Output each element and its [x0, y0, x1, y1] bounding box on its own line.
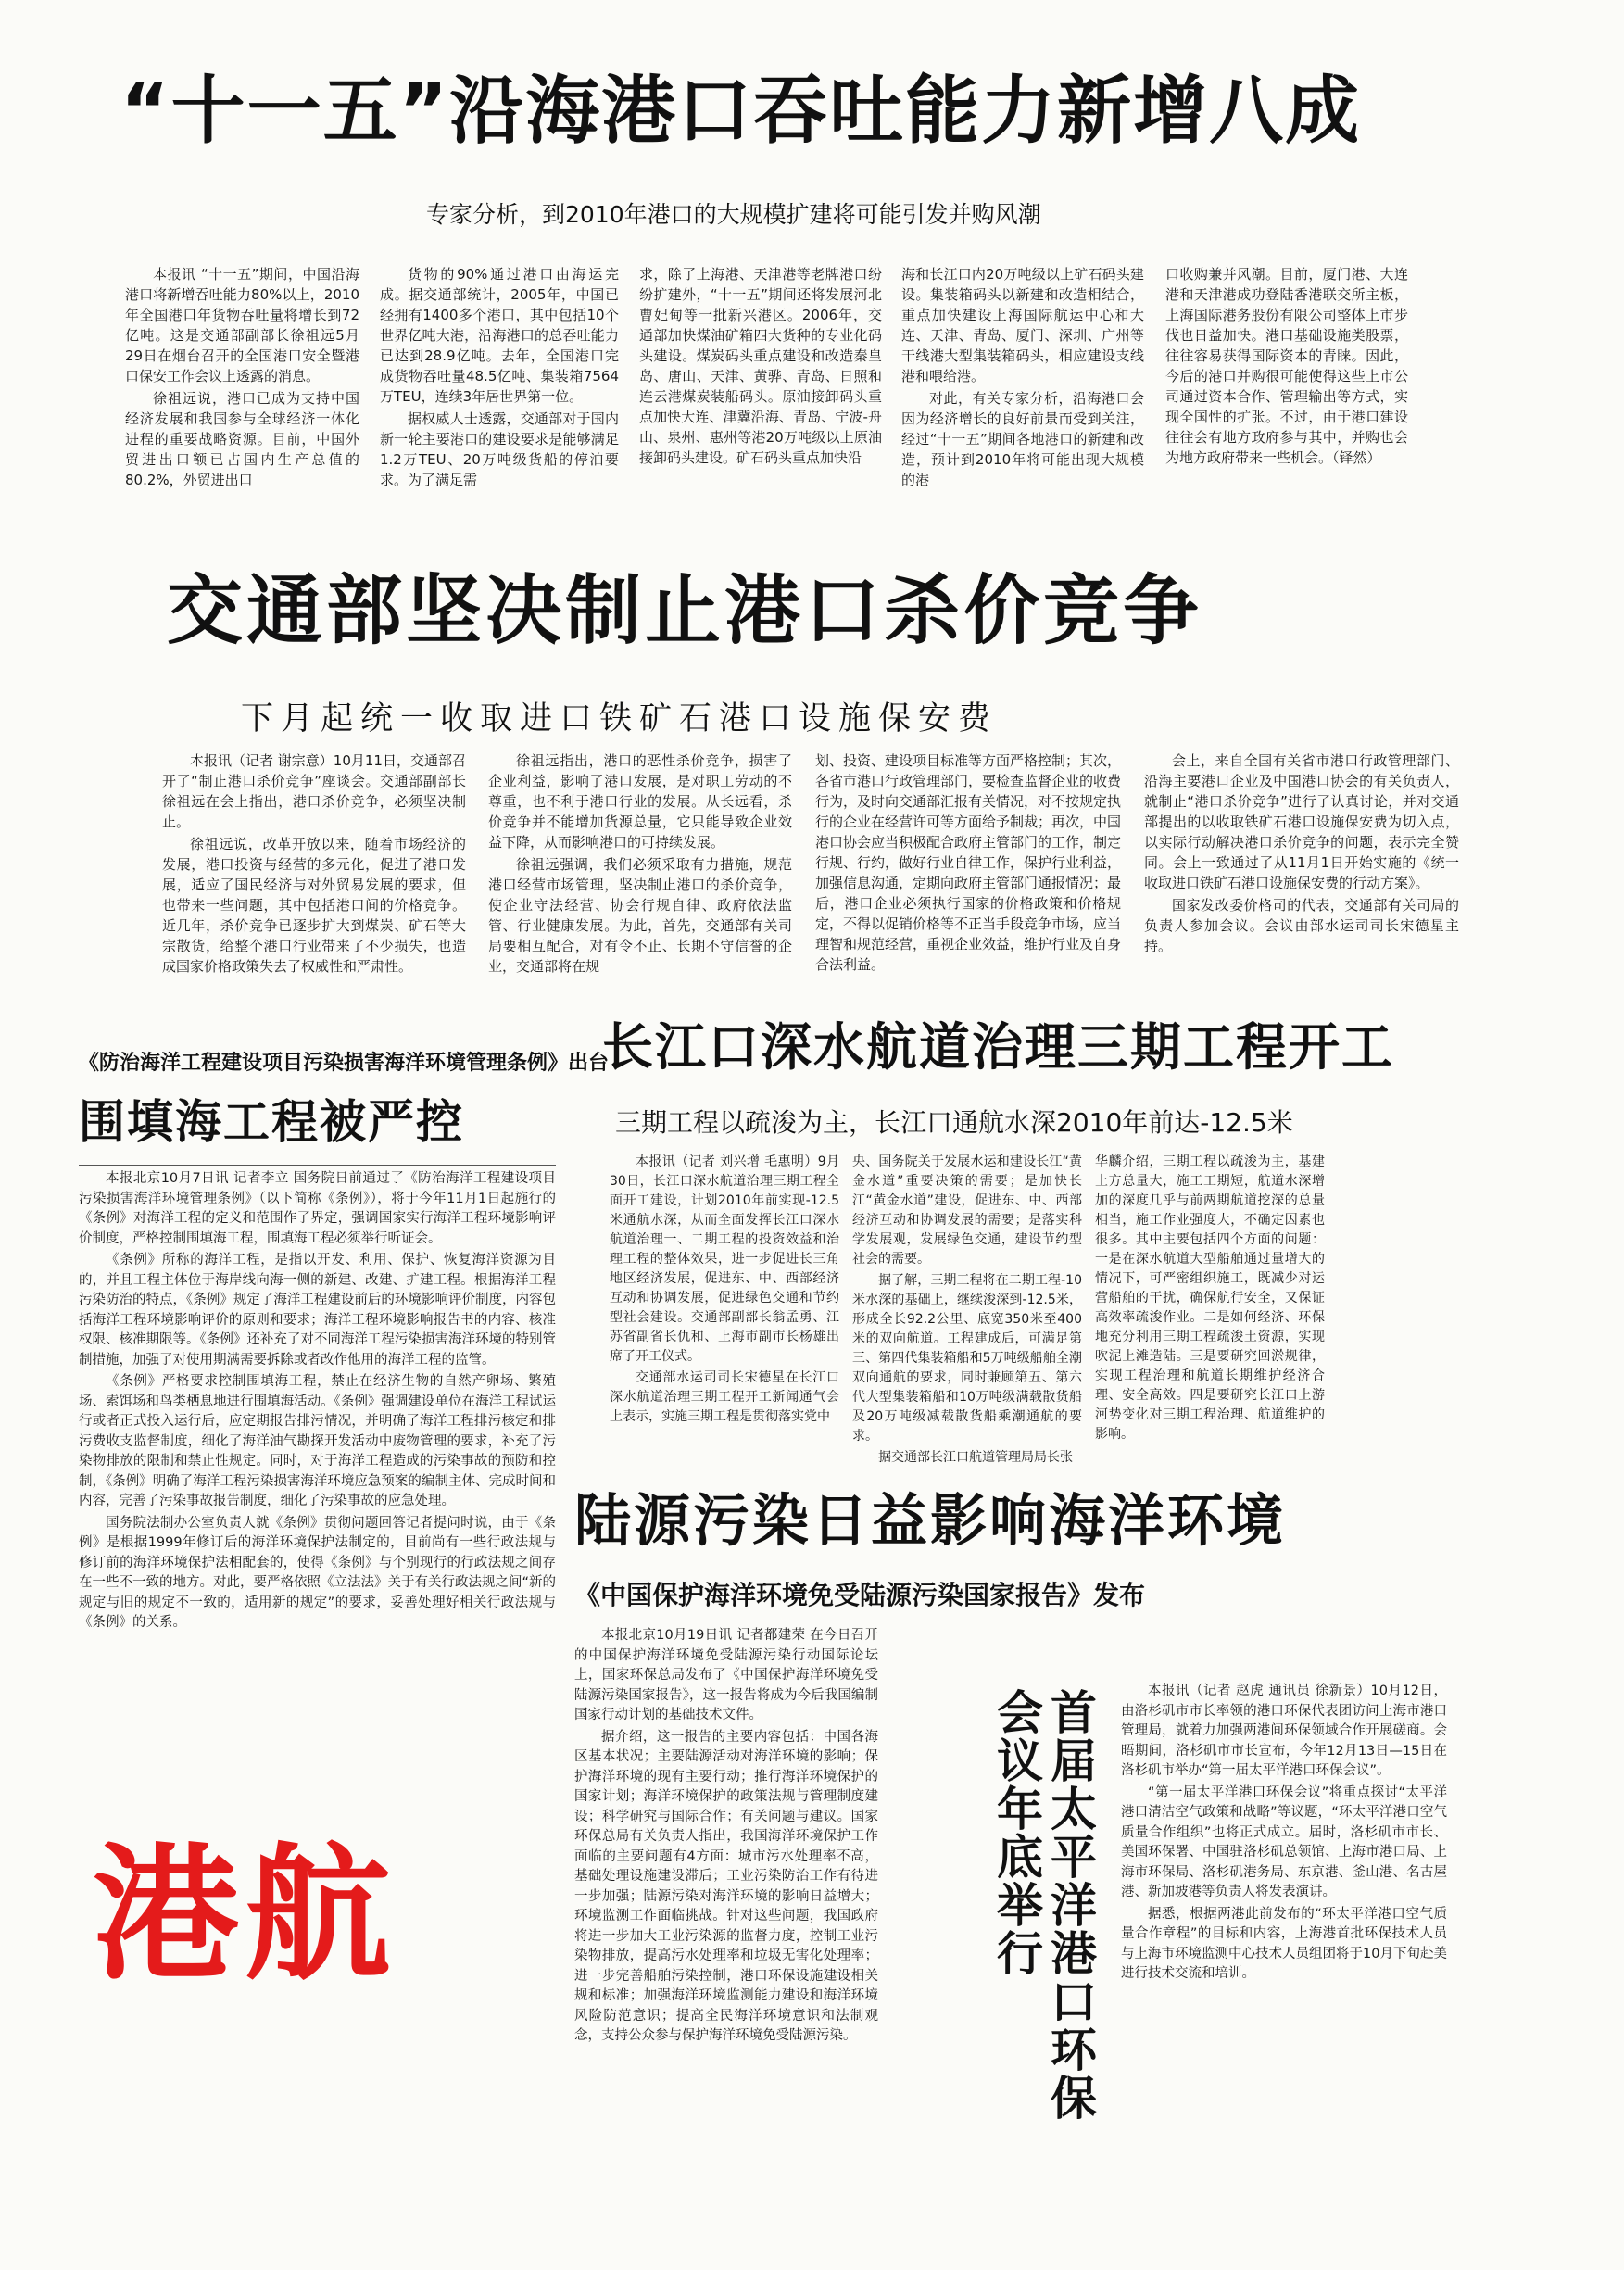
- paragraph: 本报讯（记者 刘兴增 毛惠明）9月30日，长江口深水航道治理三期工程全面开工建设，计划2010年前实现-12.5米通航水深，从而全面发挥长江口深水航道治理一、二期工程的投资效益和治理工程的整体效果，进一步促进长三角地区经济发展，促进东、中、西部经济互动和协调发展，促进绿色交通和节约型社会建设。交通部副部长翁孟勇、江苏省副省长仇和、上海市副市长杨雄出席了开工仪式。: [610, 1154, 839, 1364]
- paragraph: 口收购兼并风潮。目前，厦门港、大连港和天津港成功登陆香港联交所主板，上海国际港务股份有限公司整体上市步伐也日益加快。港口基础设施类股票，往往容易获得国际资本的青睐。因此，今后的港口并购很可能使得这些上市公司通过资本合作、管理输出等方式，实现全国性的扩张。不过，由于港口建设往往会有地方政府参与其中，并购也会为地方政府带来一些机会。（铎然）: [1165, 266, 1408, 466]
- article-column: [852, 1153, 1082, 1468]
- paragraph: 国家发改委价格司的代表，交通部有关司局的负责人参加会议。会议由部水运司司长宋德星主持。: [1144, 897, 1459, 954]
- paragraph: 徐祖远说，改革开放以来，随着市场经济的发展，港口投资与经营的多元化，促进了港口发展，适应了国民经济与对外贸易发展的要求，但也带来一些问题，其中包括港口间的价格竞争。近几年，杀价竞争已逐步扩大到煤炭、矿石等大宗散货，给整个港口行业带来了不少损失，也造成国家价格政策失去了权威性和严肃性。: [162, 836, 466, 975]
- subheadline-price-war: 下月起统一收取进口铁矿石港口设施保安费: [241, 700, 999, 738]
- paragraph: 华麟介绍，三期工程以疏浚为主，基建土方总量大，施工工期短，航道水深增加的深度几乎与前两期航道挖深的总量相当，施工作业强度大，不确定因素也很多。其中主要包括四个方面的问题：一是在深水航道大型船舶通过量增大的情况下，可严密组织施工，既减少对运营船舶的干扰，确保航行安全，又保证高效率疏浚作业。二是如何经济、环保地充分利用三期工程疏浚土资源，实现吹泥上滩造陆。三是要研究回淤规律，实现工程治理和航道长期维护经济合理、安全高效。四是要研究长江口上游河势变化对三期工程治理、航道维护的影响。: [1095, 1154, 1325, 1442]
- article-column: [1095, 1153, 1325, 1468]
- subheadline-land-pollution: 《中国保护海洋环境免受陆源污染国家报告》发布: [574, 1580, 1146, 1610]
- article-column: [815, 750, 1121, 1028]
- kicker-marine-regulation: 《防治海洋工程建设项目污染损害海洋环境管理条例》出台: [79, 1052, 610, 1075]
- headline-port-capacity: “十一五”沿海港口吞吐能力新增八成: [120, 68, 1362, 154]
- subheadline-yangtze-channel: 三期工程以疏浚为主，长江口通航水深2010年前达-12.5米: [615, 1107, 1293, 1138]
- article-column: [488, 750, 792, 1028]
- paragraph: 本报讯 “十一五”期间，中国沿海港口将新增吞吐能力80%以上，2010年全国港口年货物吞吐量将增长到72亿吨。这是交通部副部长徐祖远5月29日在烟台召开的全国港口安全暨港口保安工作会议上透露的消息。: [125, 266, 359, 385]
- paragraph: 交通部水运司司长宋德星在长江口深水航道治理三期工程开工新闻通气会上表示，实施三期工程是贯彻落实党中: [610, 1370, 839, 1424]
- article-column: [162, 750, 466, 1028]
- paragraph: 《条例》严格要求控制围填海工程，禁止在经济生物的自然产卵场、繁殖场、索饵场和鸟类栖息地进行围填海活动。《条例》强调建设单位在海洋工程试运行或者正式投入运行后，应定期报告排污情况，并明确了海洋工程排污核定和排污费收支监督制度，细化了海洋油气勘探开发活动中废物管理的要求，补充了污染物排放的限制和禁止性规定。同时，对于海洋工程造成的污染事故的预防和控制，《条例》明确了海洋工程污染损害海洋环境应急预案的编制主体、完成时间和内容，完善了污染事故报告制度，细化了污染事故的应急处理。: [79, 1374, 556, 1508]
- paragraph: 据交通部长江口航道管理局局长张: [878, 1450, 1073, 1465]
- article-column: [639, 264, 882, 540]
- article-column: [610, 1153, 839, 1468]
- article-body: [1121, 1682, 1447, 2201]
- paragraph: 据了解，三期工程将在二期工程-10米水深的基础上，继续浚深到-12.5米，形成全长92.2公里、底宽350米至400米的双向航道。工程建成后，可满足第三、第四代集装箱船和5万吨级船舶全潮双向通航的要求，同时兼顾第五、第六代大型集装箱船和10万吨级满载散货船及20万吨级减载散货船乘潮通航的要求。: [852, 1273, 1082, 1444]
- paragraph: “第一届太平洋港口环保会议”将重点探讨“太平洋港口清洁空气政策和战略”等议题，“环太平洋港口空气质量合作组织”也将正式成立。届时，洛杉矶市市长、美国环保署、中国驻洛杉矶总领馆、上海市港口局、上海市环保局、洛杉矶港务局、东京港、釜山港、名古屋港、新加坡港等负责人将发表演讲。: [1121, 1784, 1447, 1899]
- paragraph: 本报讯（记者 赵虎 通讯员 徐新景）10月12日，由洛杉矶市市长率领的港口环保代表团访问上海市港口管理局，就着力加强两港间环保领域合作开展磋商。会晤期间，洛杉矶市市长宣布，今年12月13日—15日在洛杉矶市举办“第一届太平洋港口环保会议”。: [1121, 1684, 1447, 1778]
- article-body: [79, 1169, 556, 1788]
- paragraph: 海和长江口内20万吨级以上矿石码头建设。集装箱码头以新建和改造相结合，重点加快建设上海国际航运中心和大连、天津、青岛、厦门、深圳、广州等干线港大型集装箱码头，相应建设支线港和喂给港。: [901, 266, 1144, 385]
- paragraph: 对此，有关专家分析，沿海港口会因为经济增长的良好前景而受到关注，经过“十一五”期间各地港口的新建和改造，预计到2010年将可能出现大规模的港: [901, 390, 1144, 488]
- article-column: [1144, 750, 1459, 1028]
- paragraph: 求，除了上海港、天津港等老牌港口纷纷扩建外，“十一五”期间还将发展河北曹妃甸等一批新兴港区。2006年，交通部加快煤油矿箱四大货种的专业化码头建设。煤炭码头重点建设和改造秦皇岛、唐山、天津、黄骅、青岛、日照和连云港煤炭装船码头。原油接卸码头重点加快大连、津冀沿海、青岛、宁波-舟山、泉州、惠州等港20万吨级以上原油接卸码头建设。矿石码头重点加快沿: [639, 266, 882, 466]
- article-column: [125, 264, 359, 540]
- section-stamp: 港航: [93, 1830, 397, 2000]
- paragraph: 本报讯（记者 谢宗意）10月11日，交通部召开了“制止港口杀价竞争”座谈会。交通部副部长徐祖远在会上指出，港口杀价竞争，必须坚决制止。: [162, 752, 466, 830]
- divider: [79, 1165, 556, 1166]
- paragraph: 徐祖远说，港口已成为支持中国经济发展和我国参与全球经济一体化进程的重要战略资源。目前，中国外贸进出口额已占国内生产总值的80.2%，外贸进出口: [125, 390, 359, 488]
- headline-yangtze-channel: 长江口深水航道治理三期工程开工: [602, 1016, 1395, 1077]
- paragraph: 据介绍，这一报告的主要内容包括：中国各海区基本状况；主要陆源活动对海洋环境的影响；保护海洋环境的现有主要行动；推行海洋环境保护的国家计划；海洋环境保护的政策法规与管理制度建设；科学研究与国际合作；有关问题与建议。国家环保总局有关负责人指出，我国海洋环境保护工作面临的主要问题有4方面：城市污水处理率不高，基础处理设施建设滞后；工业污染防治工作有待进一步加强；陆源污染对海洋环境的影响日益增大；环境监测工作面临挑战。针对这些问题，我国政府将进一步加大工业污染源的监督力度，控制工业污染物排放，提高污水处理率和垃圾无害化处理率；进一步完善船舶污染控制，港口环保设施建设相关规和标准；加强海洋环境监测能力建设和海洋环境风险防范意识；提高全民海洋环境意识和法制观念，支持公众参与保护海洋环境免受陆源污染。: [574, 1729, 878, 2043]
- paragraph: 划、投资、建设项目标准等方面严格控制；其次，各省市港口行政管理部门，要检查监督企业的收费行为，及时向交通部汇报有关情况，对不按规定执行的企业在经营许可等方面给予制裁；再次，中国港口协会应当积极配合政府主管部门的工作，制定行规、行约，做好行业自律工作，保护行业利益，加强信息沟通，定期向政府主管部门通报情况；最后，港口企业必须执行国家的价格政策和价格规定，不得以促销价格等不正当手段竞争市场，应当理智和规范经营，重视企业效益，维护行业及自身合法利益。: [815, 752, 1121, 973]
- article-column: [380, 264, 619, 540]
- headline-price-war: 交通部坚决制止港口杀价竞争: [167, 567, 1203, 655]
- paragraph: 本报北京10月7日讯 记者李立 国务院日前通过了《防治海洋工程建设项目污染损害海洋环境管理条例》（以下简称《条例》），将于今年11月1日起施行的《条例》对海洋工程的定义和范围作了界定，强调国家实行海洋工程环境影响评价制度，严格控制围填海工程，围填海工程必须举行听证会。: [79, 1171, 556, 1246]
- subheadline-port-capacity: 专家分析，到2010年港口的大规模扩建将可能引发并购风潮: [426, 201, 1041, 228]
- paragraph: 货物的90%通过港口由海运完成。据交通部统计，2005年，中国已经拥有1400多个港口，其中包括10个世界亿吨大港，沿海港口的总吞吐能力已达到28.9亿吨。去年，全国港口完成货物吞吐量48.5亿吨、集装箱7564万TEU，连续3年居世界第一位。: [380, 266, 619, 405]
- paragraph: 央、国务院关于发展水运和建设长江“黄金水道”重要决策的需要；是加快长江“黄金水道”建设，促进东、中、西部经济互动和协调发展的需要；是落实科学发展观，发展绿色交通，建设节约型社会的需要。: [852, 1154, 1082, 1267]
- article-column: [901, 264, 1144, 540]
- headline-reclamation: 围填海工程被严控: [79, 1095, 464, 1149]
- headline-pacific-conference: 首届太平洋港口环保会议年底举行: [989, 1688, 1097, 2122]
- article-body: [574, 1626, 878, 2201]
- headline-land-pollution: 陆源污染日益影响海洋环境: [574, 1488, 1287, 1554]
- paragraph: 会上，来自全国有关省市港口行政管理部门、沿海主要港口企业及中国港口协会的有关负责人，就制止“港口杀价竞争”进行了认真讨论，并对交通部提出的以收取铁矿石港口设施保安费为切入点，以实际行动解决港口杀价竞争的问题，表示完全赞同。会上一致通过了从11月1日开始实施的《统一收取进口铁矿石港口设施保安费的行动方案》。: [1144, 752, 1459, 891]
- paragraph: 徐祖远指出，港口的恶性杀价竞争，损害了企业利益，影响了港口发展，是对职工劳动的不尊重，也不利于港口行业的发展。从长远看，杀价竞争并不能增加货源总量，它只能导致企业效益下降，从而影响港口的可持续发展。: [488, 752, 792, 851]
- paragraph: 《条例》所称的海洋工程，是指以开发、利用、保护、恢复海洋资源为目的，并且工程主体位于海岸线向海一侧的新建、改建、扩建工程。根据海洋工程污染防治的特点，《条例》规定了海洋工程建设前后的环境影响评价制度，内容包括海洋工程环境影响评价的原则和要求；海洋工程环境影响报告书的内容、核准权限、核准期限等。《条例》还补充了对不同海洋工程污染损害海洋环境的特别管制措施，加强了对使用期满需要拆除或者改作他用的海洋工程的监管。: [79, 1253, 556, 1368]
- paragraph: 本报北京10月19日讯 记者都建荣 在今日召开的中国保护海洋环境免受陆源污染行动国际论坛上，国家环保总局发布了《中国保护海洋环境免受陆源污染国家报告》，这一报告将成为今后我国编制国家行动计划的基础技术文件。: [574, 1628, 878, 1722]
- article-column: [1165, 264, 1408, 540]
- paragraph: 国务院法制办公室负责人就《条例》贯彻问题回答记者提问时说，由于《条例》是根据1999年修订后的海洋环境保护法制定的，目前尚有一些行政法规与修订前的海洋环境保护法相配套的，使得《条例》与个别现行的行政法规之间存在一些不一致的地方。对此，要严格依照《立法法》关于有关行政法规之间“新的规定与旧的规定不一致的，适用新的规定”的要求，妥善处理好相关行政法规与《条例》的关系。: [79, 1515, 556, 1630]
- paragraph: 据悉，根据两港此前发布的“环太平洋港口空气质量合作章程”的目标和内容，上海港首批环保技术人员与上海市环境监测中心技术人员组团将于10月下旬赴美进行技术交流和培训。: [1121, 1906, 1447, 1981]
- paragraph: 据权威人士透露，交通部对于国内新一轮主要港口的建设要求是能够满足1.2万TEU、20万吨级货船的停泊要求。为了满足需: [380, 410, 619, 488]
- paragraph: 徐祖远强调，我们必须采取有力措施，规范港口经营市场管理，坚决制止港口的杀价竞争，使企业守法经营、协会行规自律、政府依法监管、行业健康发展。为此，首先，交通部有关司局要相互配合，对有令不止、长期不守信誉的企业，交通部将在规: [488, 856, 792, 975]
